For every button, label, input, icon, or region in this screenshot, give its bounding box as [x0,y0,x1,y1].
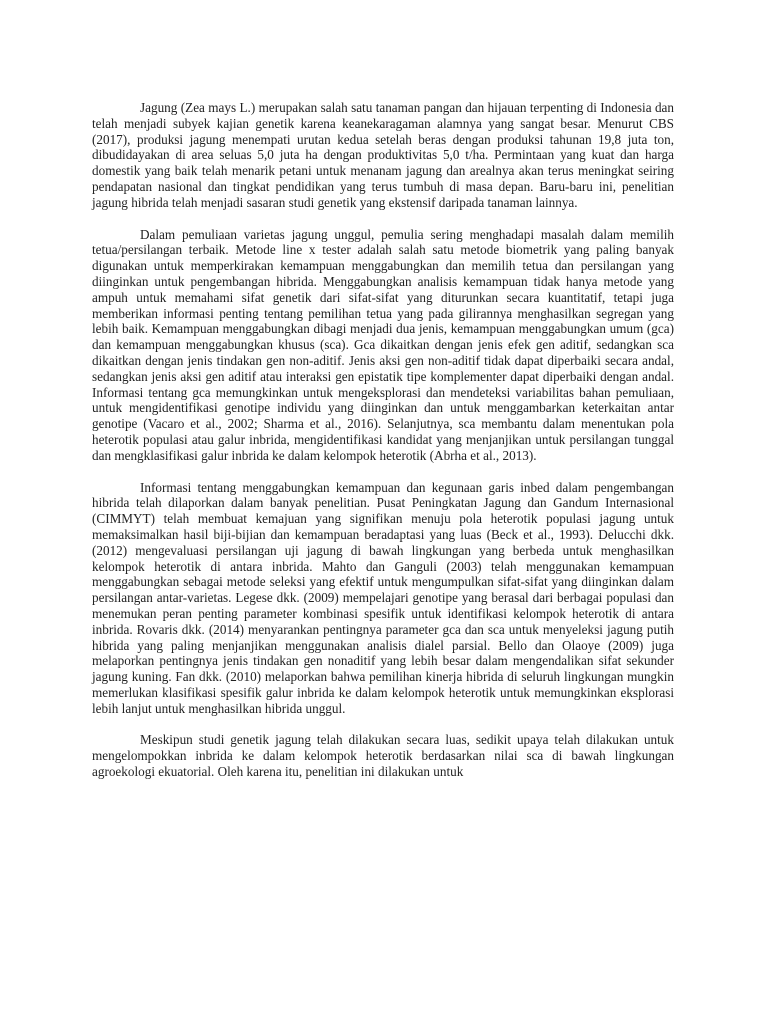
paragraph-3: Informasi tentang menggabungkan kemampuan dan kegunaan garis inbed dalam pengembangan hibrida telah dilaporkan dalam banyak penelitian. Pusat Peningkatan Jagung dan Gandum Internasional (CIMMYT) telah membuat kemajuan yang signifikan menuju pola heterotik populasi jagung untuk memaksimalkan hasil biji-bijian dan kemampuan beradaptasi yang luas (Beck et al., 1993). Delucchi dkk. (2012) mengevaluasi persilangan uji jagung di bawah lingkungan yang berbeda untuk menghasilkan kelompok heterotik di antara inbrida. Mahto dan Ganguli (2003) telah menggunakan kemampuan menggabungkan sebagai metode seleksi yang efektif untuk mengumpulkan sifat-sifat yang diinginkan dalam persilangan antar-varietas. Legese dkk. (2009) mempelajari genotipe yang berasal dari berbagai populasi dan menemukan peran penting parameter kombinasi spesifik untuk identifikasi kelompok heterotik di antara inbrida. Rovaris dkk. (2014) menyarankan pentingnya parameter gca dan sca untuk menyeleksi jagung putih hibrida yang paling menjanjikan menggunakan analisis dialel parsial. Bello dan Olaoye (2009) juga melaporkan pentingnya jenis tindakan gen nonaditif yang lebih besar dalam mengendalikan sifat sekunder jagung kuning. Fan dkk. (2010) melaporkan bahwa pemilihan kinerja hibrida di seluruh lingkungan mungkin memerlukan klasifikasi spesifik galur inbrida ke dalam kelompok heterotik untuk memungkinkan eksplorasi lebih lanjut untuk menghasilkan hibrida unggul. [92,479,674,716]
paragraph-1: Jagung (Zea mays L.) merupakan salah satu tanaman pangan dan hijauan terpenting di Indonesia dan telah menjadi subyek kajian genetik karena keanekaragaman alamnya yang sangat besar. Menurut CBS (2017), produksi jagung menempati urutan kedua setelah beras dengan produksi tahunan 19,8 juta ton, dibudidayakan di area seluas 5,0 juta ha dengan produktivitas 5,0 t/ha. Permintaan yang kuat dan harga domestik yang baik telah menarik petani untuk menanam jagung dan arealnya akan terus meningkat seiring pendapatan nasional dan tingkat pendidikan yang terus tumbuh di masa depan. Baru-baru ini, penelitian jagung hibrida telah menjadi sasaran studi genetik yang ekstensif daripada tanaman lainnya. [92,100,674,210]
document-body [92,100,674,796]
paragraph-4: Meskipun studi genetik jagung telah dilakukan secara luas, sedikit upaya telah dilakukan untuk mengelompokkan inbrida ke dalam kelompok heterotik berdasarkan nilai sca di bawah lingkungan agroekologi ekuatorial. Oleh karena itu, penelitian ini dilakukan untuk [92,732,674,780]
paragraph-2: Dalam pemuliaan varietas jagung unggul, pemulia sering menghadapi masalah dalam memilih tetua/persilangan terbaik. Metode line x tester adalah salah satu metode biometrik yang paling banyak digunakan untuk memperkirakan kemampuan menggabungkan dan memilih tetua dan persilangan yang diinginkan untuk pengembangan hibrida. Menggabungkan analisis kemampuan tidak hanya metode yang ampuh untuk memahami sifat genetik dari sifat-sifat yang diturunkan secara kuantitatif, tetapi juga memberikan informasi penting tentang pemilihan tetua yang pada gilirannya menghasilkan segregan yang lebih baik. Kemampuan menggabungkan dibagi menjadi dua jenis, kemampuan menggabungkan umum (gca) dan kemampuan menggabungkan khusus (sca). Gca dikaitkan dengan jenis efek gen aditif, sedangkan sca dikaitkan dengan jenis tindakan gen non-aditif. Jenis aksi gen non-aditif tidak dapat diperbaiki secara andal, sedangkan jenis aksi gen aditif atau interaksi gen epistatik tipe komplementer dapat diperbaiki dengan andal. Informasi tentang gca memungkinkan untuk mengeksplorasi dan mendeteksi variabilitas bahan pemuliaan, untuk mengidentifikasi genotipe individu yang diinginkan dan untuk menggambarkan keterkaitan antar genotipe (Vacaro et al., 2002; Sharma et al., 2016). Selanjutnya, sca membantu dalam menentukan pola heterotik populasi atau galur inbrida, mengidentifikasi kandidat yang menjanjikan untuk persilangan tunggal dan mengklasifikasi galur inbrida ke dalam kelompok heterotik (Abrha et al., 2013). [92,226,674,463]
